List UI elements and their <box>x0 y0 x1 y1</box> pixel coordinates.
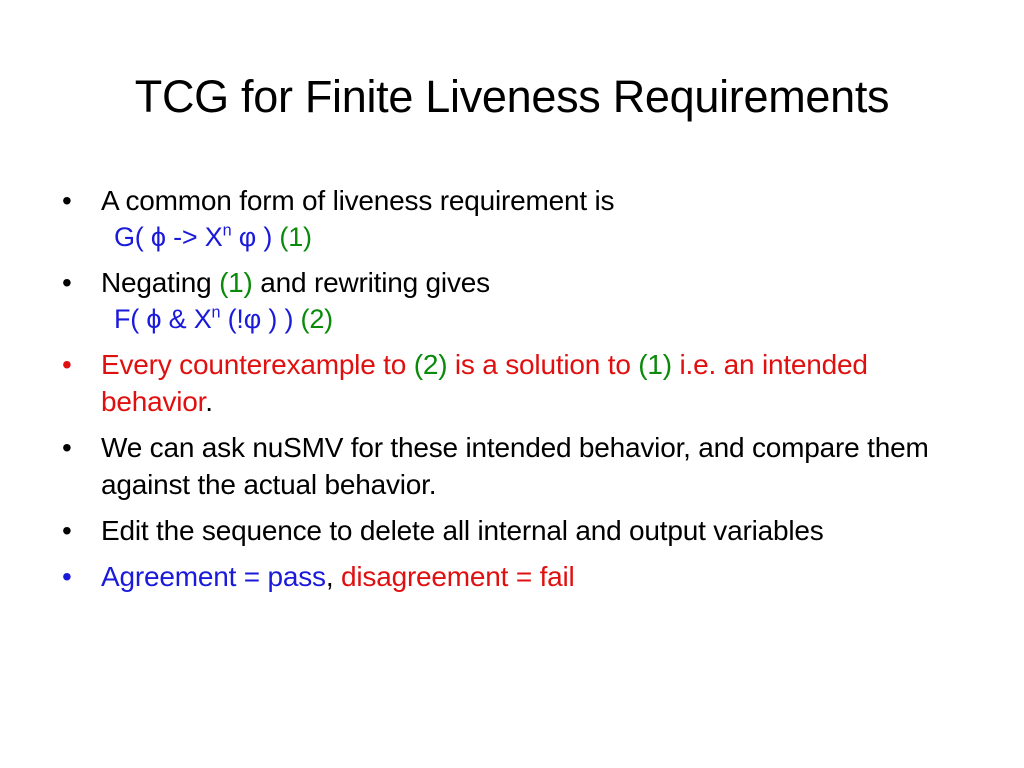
bullet-text: A common form of liveness requirement is <box>101 185 615 216</box>
formula-text: G( ϕ -> X <box>114 222 223 252</box>
bullet-item <box>58 558 958 595</box>
formula-reference: (2) <box>300 304 333 334</box>
formula-superscript: n <box>211 303 221 322</box>
formula-reference: (1) <box>638 349 672 380</box>
bullet-separator: , <box>325 561 341 592</box>
bullet-text: . <box>205 386 213 417</box>
formula-superscript: n <box>222 221 232 240</box>
bullet-text: i.e. an intended behavior <box>101 349 868 417</box>
bullet-text: Every counterexample to <box>101 349 414 380</box>
formula-reference: (1) <box>219 267 253 298</box>
bullet-item <box>58 182 958 219</box>
bullet-item <box>58 512 958 549</box>
formula-reference: (1) <box>279 222 312 252</box>
bullet-list <box>58 182 958 604</box>
bullet-text: We can ask nuSMV for these intended behavior, and compare them against the actual behavior. <box>101 432 929 500</box>
bullet-text: is a solution to <box>447 349 639 380</box>
formula-reference: (2) <box>413 349 448 380</box>
slide-title: TCG for Finite Liveness Requirements <box>134 71 890 122</box>
bullet-text: Edit the sequence to delete all internal and output variables <box>101 515 824 546</box>
bullet-item <box>58 429 958 503</box>
formula-text: (!φ ) ) <box>220 304 294 334</box>
bullet-text: disagreement = fail <box>341 561 575 592</box>
formula-line-1 <box>58 219 958 256</box>
bullet-item <box>58 346 958 420</box>
bullet-dot: • <box>62 432 72 463</box>
bullet-dot: • <box>62 185 72 216</box>
bullet-text: Negating <box>101 267 220 298</box>
bullet-dot: • <box>62 349 72 380</box>
bullet-text: and rewriting gives <box>252 267 490 298</box>
formula-text: F( ϕ & X <box>114 304 212 334</box>
bullet-dot: • <box>62 561 72 592</box>
bullet-dot: • <box>62 267 72 298</box>
formula-line-2 <box>58 301 958 338</box>
bullet-text: Agreement = pass <box>101 561 326 592</box>
bullet-dot: • <box>62 515 72 546</box>
bullet-item <box>58 264 958 301</box>
formula-text: φ ) <box>231 222 273 252</box>
